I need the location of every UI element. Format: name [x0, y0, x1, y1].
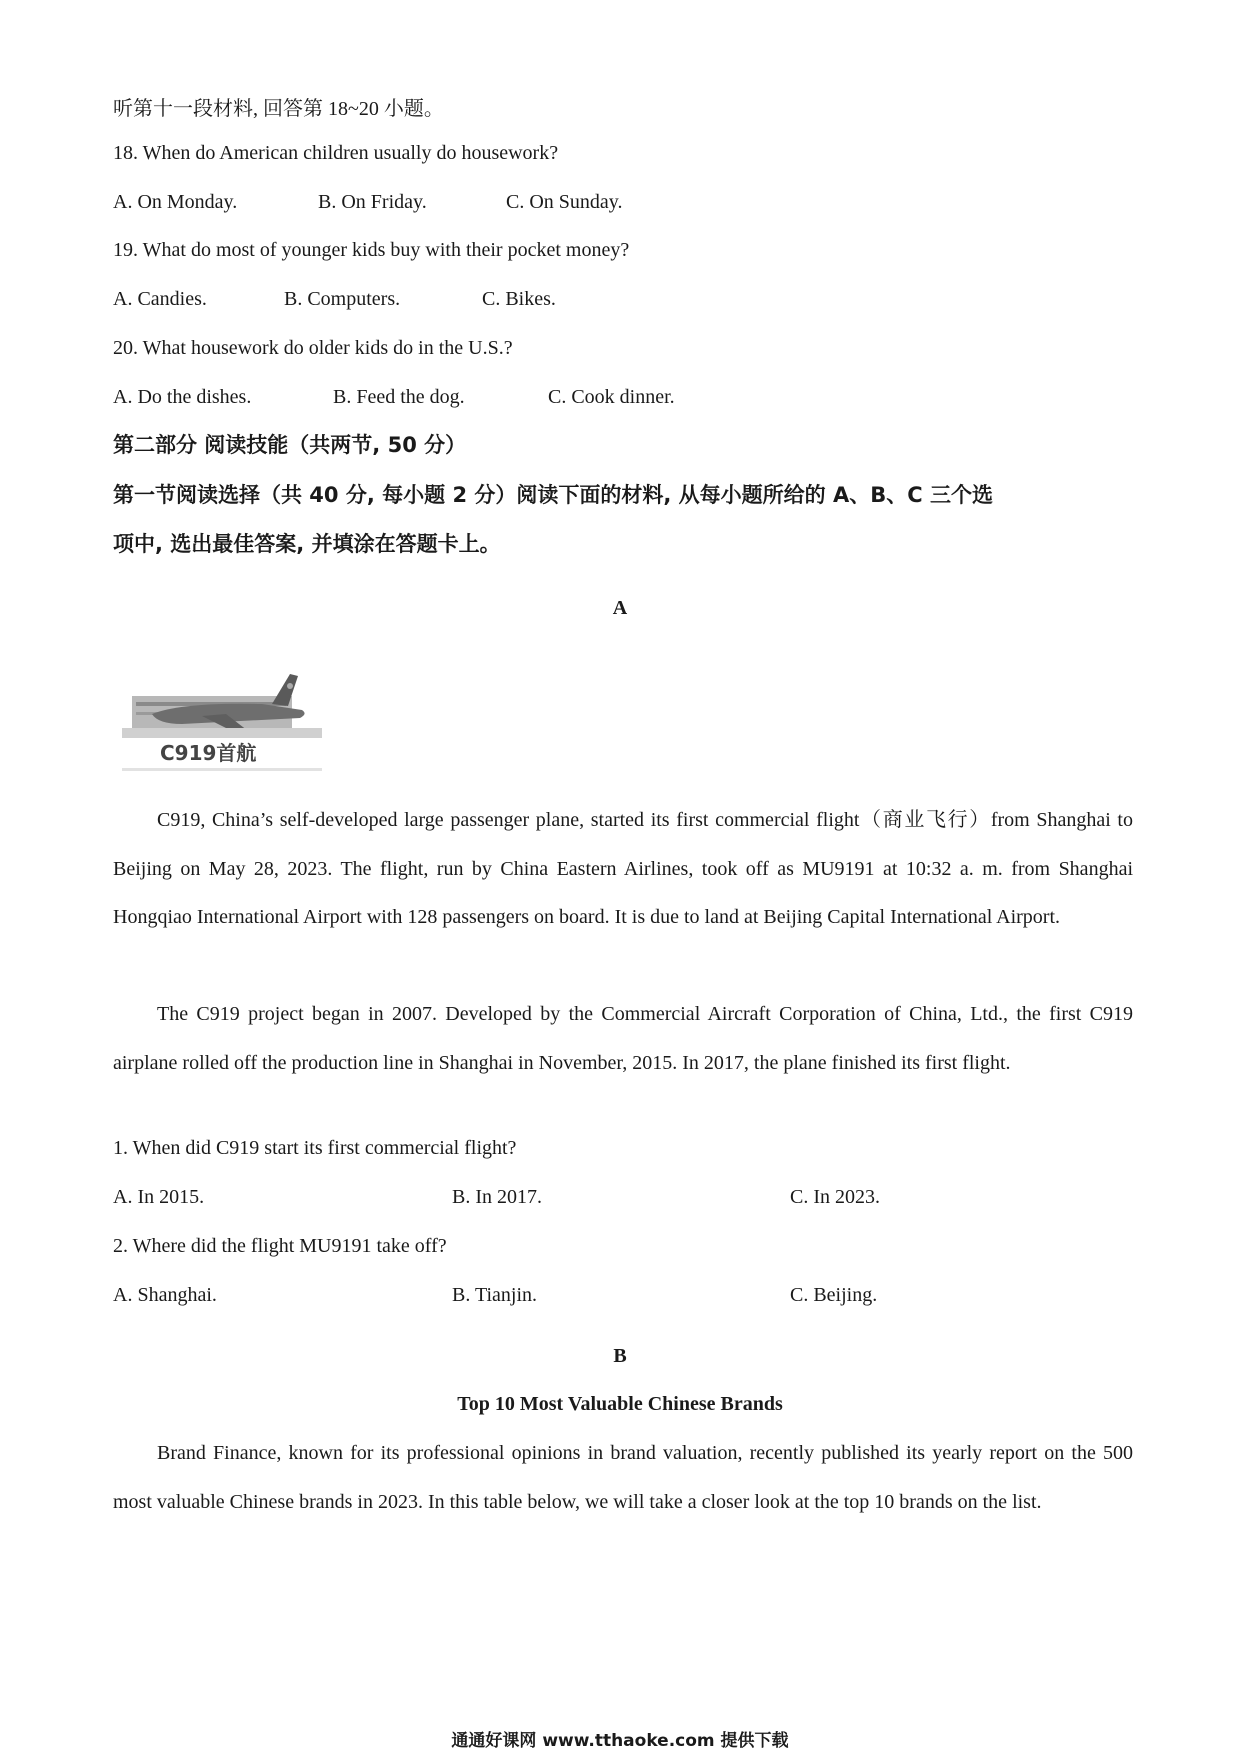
question-18: 18. When do American children usually do housework? [113, 142, 559, 164]
q20-option-a: A. Do the dishes. [113, 386, 252, 408]
q19-option-b: B. Computers. [284, 288, 401, 310]
airplane-icon [122, 664, 322, 782]
section-b-paragraph-1: Brand Finance, known for its professional opinions in brand valuation, recently published its yearly report on the 500 most valuable Chinese brands in 2023. In this table below, we will take a closer look at the top 10 brands on the list. [113, 1442, 1133, 1513]
q18-option-c: C. On Sunday. [506, 191, 623, 213]
q2-option-c: C. Beijing. [790, 1284, 878, 1306]
q20-option-b: B. Feed the dog. [333, 386, 465, 408]
question-1: 1. When did C919 start its first commercial flight? [113, 1137, 517, 1159]
q19-option-c: C. Bikes. [482, 288, 556, 310]
q1-option-b: B. In 2017. [452, 1186, 542, 1208]
q2-option-b: B. Tianjin. [452, 1284, 538, 1306]
q2-option-a: A. Shanghai. [113, 1284, 217, 1306]
question-20: 20. What housework do older kids do in the U.S.? [113, 337, 513, 359]
part2-instruction-line2: 项中, 选出最佳答案, 并填涂在答题卡上。 [113, 532, 501, 556]
part2-instruction-line1: 第一节阅读选择（共 40 分, 每小题 2 分）阅读下面的材料, 从每小题所给的 A、B、C 三个选 [113, 483, 993, 507]
question-2: 2. Where did the flight MU9191 take off? [113, 1235, 447, 1257]
part2-heading: 第二部分 阅读技能（共两节, 50 分） [113, 433, 467, 457]
q18-option-a: A. On Monday. [113, 191, 238, 213]
footer-watermark: 通通好课网 www.tthaoke.com 提供下载 [451, 1731, 789, 1751]
section-b-letter: B [613, 1345, 627, 1367]
listening-intro: 听第十一段材料, 回答第 18~20 小题。 [113, 98, 444, 120]
q1-option-c: C. In 2023. [790, 1186, 880, 1208]
c919-photo [122, 664, 322, 782]
section-a-letter: A [612, 597, 628, 619]
section-a-paragraph-2: The C919 project began in 2007. Developed by the Commercial Aircraft Corporation of China, Ltd., the first C919 airplane rolled off the production line in Shanghai in November, 2015. In 2017, the plane finished its first flight. [113, 1003, 1133, 1074]
q20-option-c: C. Cook dinner. [548, 386, 675, 408]
q18-option-b: B. On Friday. [318, 191, 427, 213]
q19-option-a: A. Candies. [113, 288, 207, 310]
photo-caption: C919首航 [160, 741, 257, 765]
question-19: 19. What do most of younger kids buy with their pocket money? [113, 239, 630, 261]
section-a-paragraph-1: C919, China’s self-developed large passenger plane, started its first commercial flight（商业飞行）from Shanghai to Beijing on May 28, 2023. The flight, run by China Eastern Airlines, took off as MU9191 at 10:32 a. m. from Shanghai Hongqiao International Airport with 128 passengers on board. It is due to land at Beijing Capital International Airport. [113, 809, 1133, 928]
section-b-title: Top 10 Most Valuable Chinese Brands [457, 1393, 783, 1415]
q1-option-a: A. In 2015. [113, 1186, 205, 1208]
